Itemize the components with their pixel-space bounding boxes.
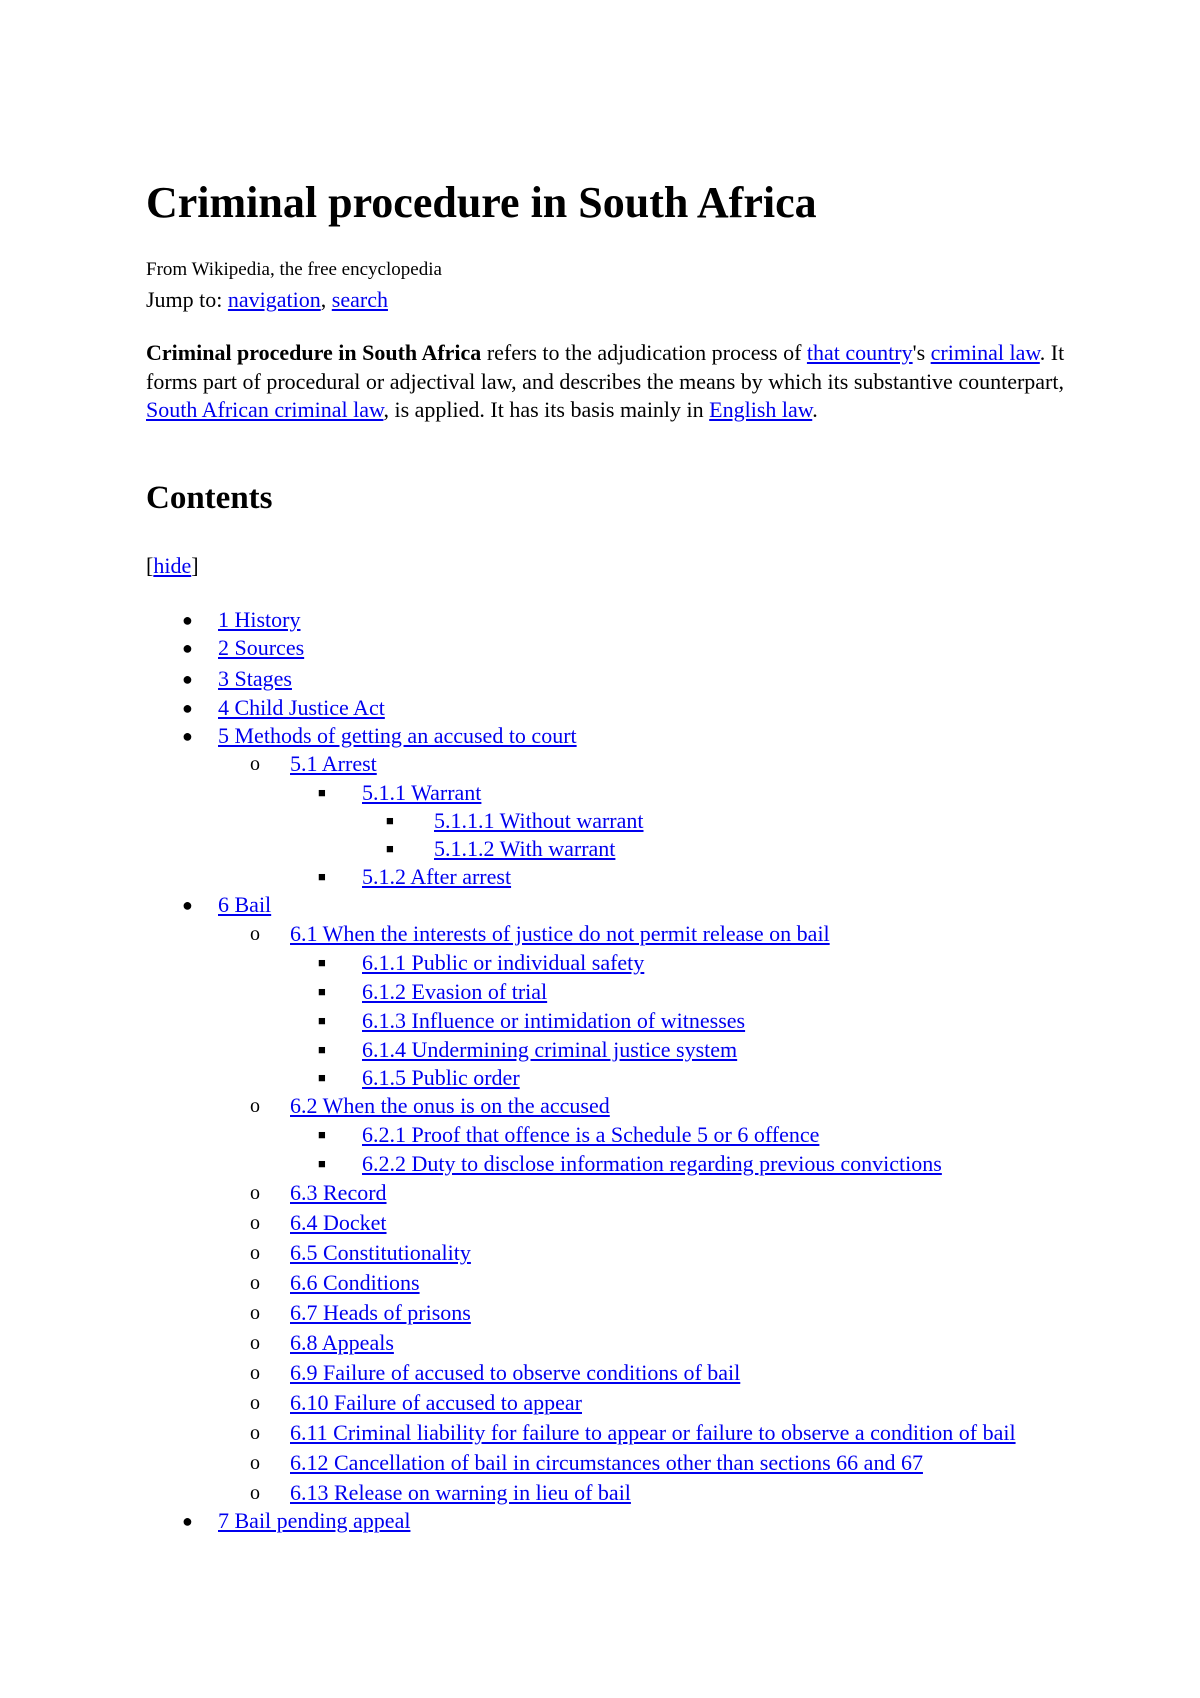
toc-item: [146, 1507, 1076, 1535]
toc-link[interactable]: 6.3 Record: [290, 1180, 387, 1205]
toc-link[interactable]: 5.1.1.2 With warrant: [434, 836, 616, 861]
toc-item: [146, 1150, 1076, 1178]
bullet-circle-icon: o: [250, 1422, 260, 1444]
bullet-disc-icon: ●: [182, 895, 193, 915]
toc-item: [146, 750, 1076, 778]
bullet-circle-icon: o: [250, 753, 260, 775]
english-law-link[interactable]: English law: [709, 397, 813, 422]
toc-link[interactable]: 6.2.1 Proof that offence is a Schedule 5 or 6 offence: [362, 1122, 820, 1147]
toc-item: [146, 1121, 1076, 1149]
bullet-disc-icon: ●: [182, 669, 193, 689]
jump-separator: ,: [320, 287, 332, 312]
toc-item: [146, 1239, 1076, 1267]
toc-item: [146, 863, 1076, 891]
toc-item: [146, 920, 1076, 948]
toc-link[interactable]: 6.4 Docket: [290, 1210, 387, 1235]
bullet-disc-icon: ●: [182, 638, 193, 658]
toc-link[interactable]: 6.1.1 Public or individual safety: [362, 950, 645, 975]
table-of-contents: [146, 606, 1076, 1535]
toc-link[interactable]: 6.2.2 Duty to disclose information regarding previous convictions: [362, 1151, 942, 1176]
toc-link[interactable]: 7 Bail pending appeal: [218, 1508, 411, 1533]
toc-item: [146, 978, 1076, 1006]
bullet-square-icon: ■: [318, 869, 326, 884]
toc-hide-link[interactable]: hide: [153, 553, 192, 578]
toc-link[interactable]: 2 Sources: [218, 635, 305, 660]
toc-link[interactable]: 6.2 When the onus is on the accused: [290, 1093, 610, 1118]
intro-paragraph: [146, 339, 1066, 425]
toc-item: [146, 779, 1076, 807]
toc-link[interactable]: 5 Methods of getting an accused to court: [218, 723, 577, 748]
toc-item: [146, 949, 1076, 977]
toc-link[interactable]: 6 Bail: [218, 892, 272, 917]
toc-link[interactable]: 6.1 When the interests of justice do not permit release on bail: [290, 921, 830, 946]
bullet-disc-icon: ●: [182, 610, 193, 630]
jump-search-link[interactable]: search: [331, 287, 388, 312]
toc-item: [146, 1299, 1076, 1327]
bullet-circle-icon: o: [250, 1302, 260, 1324]
toc-item: [146, 1329, 1076, 1357]
toc-link[interactable]: 1 History: [218, 607, 301, 632]
toc-item: [146, 1092, 1076, 1120]
bullet-square-icon: ■: [318, 1070, 326, 1085]
intro-text: .: [812, 397, 818, 422]
criminal-law-link[interactable]: criminal law: [930, 340, 1040, 365]
bullet-circle-icon: o: [250, 1482, 260, 1504]
bullet-circle-icon: o: [250, 1095, 260, 1117]
toc-toggle: [146, 552, 199, 580]
bullet-circle-icon: o: [250, 1452, 260, 1474]
bullet-square-icon: ■: [386, 841, 394, 856]
toc-item: [146, 1209, 1076, 1237]
toc-item: [146, 1036, 1076, 1064]
toc-link[interactable]: 6.7 Heads of prisons: [290, 1300, 471, 1325]
toc-link[interactable]: 3 Stages: [218, 666, 292, 691]
intro-text: , is applied. It has its basis mainly in: [383, 397, 710, 422]
toc-item: [146, 722, 1076, 750]
toc-link[interactable]: 6.10 Failure of accused to appear: [290, 1390, 582, 1415]
intro-text: refers to the adjudication process of: [481, 340, 807, 365]
toc-link[interactable]: 6.1.2 Evasion of trial: [362, 979, 548, 1004]
bullet-circle-icon: o: [250, 1272, 260, 1294]
bullet-circle-icon: o: [250, 1182, 260, 1204]
toc-link[interactable]: 4 Child Justice Act: [218, 695, 385, 720]
toc-item: [146, 891, 1076, 919]
intro-bold-term: Criminal procedure in South Africa: [146, 340, 482, 365]
bullet-square-icon: ■: [318, 1042, 326, 1057]
bullet-circle-icon: o: [250, 1212, 260, 1234]
bullet-square-icon: ■: [386, 813, 394, 828]
toc-item: [146, 694, 1076, 722]
bullet-square-icon: ■: [318, 785, 326, 800]
toc-link[interactable]: 5.1.1.1 Without warrant: [434, 808, 644, 833]
toc-item: [146, 1449, 1076, 1477]
source-line: From Wikipedia, the free encyclopedia: [146, 259, 442, 280]
toc-link[interactable]: 5.1.2 After arrest: [362, 864, 512, 889]
bullet-circle-icon: o: [250, 923, 260, 945]
bullet-disc-icon: ●: [182, 726, 193, 746]
jump-to-prefix: Jump to:: [146, 287, 228, 312]
toc-item: [146, 1389, 1076, 1417]
bullet-square-icon: ■: [318, 1013, 326, 1028]
toc-item: [146, 1479, 1076, 1507]
bullet-circle-icon: o: [250, 1242, 260, 1264]
toc-item: [146, 606, 1076, 634]
toc-link[interactable]: 5.1.1 Warrant: [362, 780, 482, 805]
toc-link[interactable]: 6.6 Conditions: [290, 1270, 420, 1295]
toc-item: [146, 634, 1076, 662]
bullet-square-icon: ■: [318, 1156, 326, 1171]
toc-item: [146, 1419, 1076, 1447]
toc-link[interactable]: 6.1.5 Public order: [362, 1065, 520, 1090]
bullet-disc-icon: ●: [182, 1511, 193, 1531]
toc-link[interactable]: 6.13 Release on warning in lieu of bail: [290, 1480, 631, 1505]
toc-link[interactable]: 6.9 Failure of accused to observe conditions of bail: [290, 1360, 741, 1385]
bullet-square-icon: ■: [318, 984, 326, 999]
bullet-disc-icon: ●: [182, 698, 193, 718]
toc-item: [146, 1007, 1076, 1035]
toc-item: [146, 1359, 1076, 1387]
toc-link[interactable]: 6.11 Criminal liability for failure to appear or failure to observe a condition of bail: [290, 1420, 1016, 1445]
bullet-square-icon: ■: [318, 955, 326, 970]
toc-link[interactable]: 5.1 Arrest: [290, 751, 377, 776]
south-african-criminal-law-link[interactable]: South African criminal law: [146, 397, 384, 422]
bullet-circle-icon: o: [250, 1332, 260, 1354]
toc-link[interactable]: 6.8 Appeals: [290, 1330, 394, 1355]
bullet-circle-icon: o: [250, 1392, 260, 1414]
intro-text: 's: [912, 340, 931, 365]
that-country-link[interactable]: that country: [806, 340, 913, 365]
toc-link[interactable]: 6.1.4 Undermining criminal justice system: [362, 1037, 738, 1062]
toc-item: [146, 807, 1076, 835]
jump-navigation-link[interactable]: navigation: [227, 287, 321, 312]
toc-link[interactable]: 6.5 Constitutionality: [290, 1240, 471, 1265]
toc-item: [146, 665, 1076, 693]
page-title: Criminal procedure in South Africa: [146, 178, 817, 227]
bullet-circle-icon: o: [250, 1362, 260, 1384]
contents-heading: Contents: [146, 480, 273, 516]
jump-to-line: [146, 286, 388, 314]
intro-text: . It forms part of procedural or adjectival law, and describes the means by which its substantive counterpart,: [146, 340, 1065, 394]
toc-item: [146, 1179, 1076, 1207]
toc-toggle-open-bracket: [: [146, 553, 154, 578]
toc-toggle-close-bracket: ]: [191, 553, 199, 578]
toc-link[interactable]: 6.1.3 Influence or intimidation of witnesses: [362, 1008, 746, 1033]
toc-link[interactable]: 6.12 Cancellation of bail in circumstances other than sections 66 and 67: [290, 1450, 923, 1475]
toc-item: [146, 835, 1076, 863]
bullet-square-icon: ■: [318, 1127, 326, 1142]
toc-item: [146, 1269, 1076, 1297]
toc-item: [146, 1064, 1076, 1092]
